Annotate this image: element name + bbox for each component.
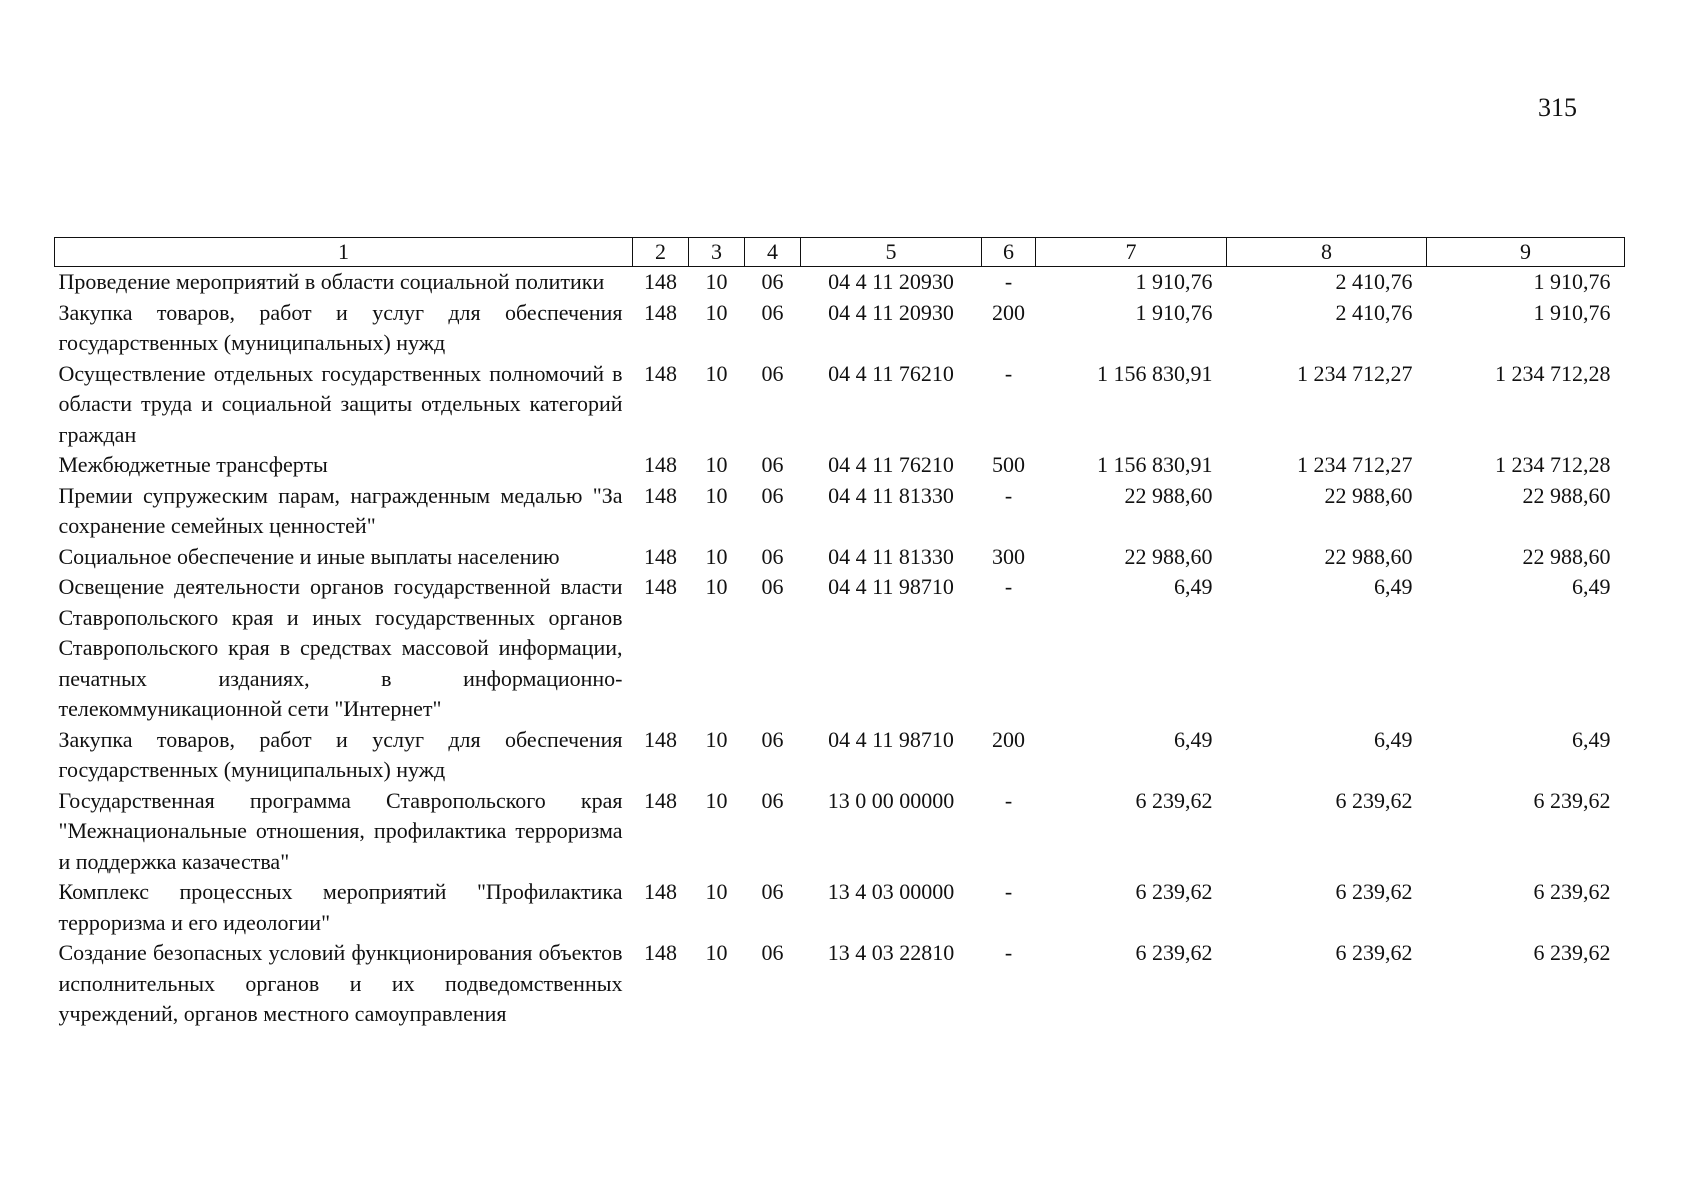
row-cell-7: 6 239,62: [1135, 940, 1213, 965]
row-cell-2: 148: [644, 299, 677, 325]
row-cell-6: -: [1004, 574, 1013, 599]
row-cell-7: 6 239,62: [1135, 787, 1213, 813]
row-cell-5: 04 4 11 98710: [828, 574, 954, 599]
row-cell-6: -: [1004, 787, 1013, 813]
row-cell-8: 2 410,76: [1335, 269, 1413, 294]
row-cell-5: 04 4 11 76210: [828, 452, 954, 477]
row-cell-5: 13 4 03 00000: [827, 879, 955, 904]
row-name-cell: Межбюджетные трансферты: [58, 452, 328, 477]
row-name-cell: Закупка товаров, работ и услуг для обеспечения государственных (муниципальных) нужд: [58, 726, 623, 782]
row-name-cell: Освещение деятельности органов государственной власти Ставропольского края и иных государственных органов Ставропольского края в средствах массовой информации, печатных изданиях, в информационно-телекоммуникационной сети "Интернет": [58, 574, 623, 721]
row-name-cell: Государственная программа Ставропольского края "Межнациональные отношения, профилактика терроризма и поддержка казачества": [58, 787, 623, 874]
row-cell-8: 6 239,62: [1335, 940, 1413, 965]
row-name-cell: Социальное обеспечение и иные выплаты населению: [58, 543, 560, 569]
table-row: [55, 481, 1625, 542]
budget-table: [54, 237, 1625, 1030]
row-cell-9: 22 988,60: [1522, 482, 1611, 508]
table-row: [55, 359, 1625, 451]
row-cell-5: 04 4 11 81330: [828, 543, 954, 569]
table-header: [55, 238, 1625, 267]
row-cell-2: 148: [644, 726, 677, 752]
row-cell-9: 6 239,62: [1533, 879, 1611, 904]
row-cell-5: 13 0 00 00000: [827, 787, 955, 813]
row-cell-5: 04 4 11 76210: [828, 360, 954, 386]
row-cell-5: 04 4 11 20930: [828, 269, 954, 294]
row-cell-9: 1 910,76: [1533, 269, 1611, 294]
row-cell-5: 04 4 11 81330: [828, 482, 954, 508]
header-cell-7: 7: [1036, 238, 1227, 267]
row-cell-6: -: [1004, 940, 1013, 965]
row-cell-9: 6 239,62: [1533, 940, 1611, 965]
row-cell-4: 06: [761, 269, 784, 294]
row-cell-3: 10: [705, 940, 728, 965]
row-cell-3: 10: [705, 787, 728, 813]
row-cell-7: 22 988,60: [1124, 482, 1213, 508]
row-cell-2: 148: [644, 574, 677, 599]
header-cell-1: 1: [55, 238, 633, 267]
row-cell-3: 10: [705, 452, 728, 477]
header-cell-6: 6: [982, 238, 1036, 267]
header-cell-5: 5: [801, 238, 982, 267]
row-cell-4: 06: [761, 360, 784, 386]
row-cell-8: 22 988,60: [1324, 482, 1413, 508]
row-cell-4: 06: [761, 482, 784, 508]
row-cell-9: 6 239,62: [1533, 787, 1611, 813]
row-cell-7: 1 156 830,91: [1097, 360, 1213, 386]
page-number: 315: [1538, 93, 1577, 122]
row-cell-2: 148: [644, 452, 677, 477]
table-row: [55, 450, 1625, 481]
row-cell-4: 06: [761, 452, 784, 477]
row-name-cell: Премии супружеским парам, награжденным медалью "За сохранение семейных ценностей": [58, 482, 623, 538]
row-cell-8: 2 410,76: [1335, 299, 1413, 325]
row-cell-8: 6,49: [1374, 574, 1413, 599]
row-cell-3: 10: [705, 574, 728, 599]
row-cell-6: 500: [992, 452, 1025, 477]
row-name-cell: Осуществление отдельных государственных полномочий в области труда и социальной защиты отдельных категорий граждан: [58, 360, 623, 447]
row-cell-8: 6,49: [1374, 726, 1413, 752]
row-cell-2: 148: [644, 940, 677, 965]
row-cell-7: 22 988,60: [1124, 543, 1213, 569]
row-cell-6: 200: [992, 726, 1025, 752]
table-row: [55, 786, 1625, 878]
row-cell-8: 1 234 712,27: [1297, 360, 1413, 386]
header-cell-8: 8: [1227, 238, 1427, 267]
row-cell-4: 06: [761, 940, 784, 965]
table-row: [55, 877, 1625, 938]
row-cell-3: 10: [705, 299, 728, 325]
row-cell-3: 10: [705, 543, 728, 569]
row-cell-4: 06: [761, 879, 784, 904]
row-cell-9: 1 234 712,28: [1495, 360, 1611, 386]
row-cell-6: 300: [992, 543, 1025, 569]
row-cell-2: 148: [644, 360, 677, 386]
row-cell-4: 06: [761, 726, 784, 752]
row-cell-4: 06: [761, 574, 784, 599]
row-cell-2: 148: [644, 787, 677, 813]
row-cell-4: 06: [761, 299, 784, 325]
row-cell-7: 1 910,76: [1135, 269, 1213, 294]
row-cell-4: 06: [761, 543, 784, 569]
row-cell-5: 13 4 03 22810: [827, 940, 955, 965]
row-cell-8: 6 239,62: [1335, 787, 1413, 813]
row-cell-9: 1 234 712,28: [1495, 452, 1611, 477]
row-cell-3: 10: [705, 269, 728, 294]
header-cell-4: 4: [745, 238, 801, 267]
row-cell-7: 6,49: [1174, 574, 1213, 599]
header-cell-2: 2: [633, 238, 689, 267]
row-cell-2: 148: [644, 482, 677, 508]
row-cell-9: 1 910,76: [1533, 299, 1611, 325]
row-cell-8: 6 239,62: [1335, 879, 1413, 904]
table-row: [55, 298, 1625, 359]
row-cell-3: 10: [705, 726, 728, 752]
row-name-cell: Проведение мероприятий в области социальной политики: [58, 269, 605, 294]
row-cell-8: 1 234 712,27: [1297, 452, 1413, 477]
row-cell-7: 6,49: [1174, 726, 1213, 752]
row-cell-9: 6,49: [1572, 574, 1611, 599]
row-cell-7: 6 239,62: [1135, 879, 1213, 904]
row-cell-4: 06: [761, 787, 784, 813]
row-cell-5: 04 4 11 20930: [828, 299, 954, 325]
row-cell-7: 1 910,76: [1135, 299, 1213, 325]
table-row: [55, 542, 1625, 573]
row-cell-2: 148: [644, 269, 677, 294]
row-cell-6: -: [1004, 482, 1013, 508]
row-cell-3: 10: [705, 482, 728, 508]
row-cell-2: 148: [644, 879, 677, 904]
row-cell-3: 10: [705, 360, 728, 386]
row-name-cell: Комплекс процессных мероприятий "Профилактика терроризма и его идеологии": [58, 879, 623, 935]
table-row: [55, 267, 1625, 298]
table-body: [55, 267, 1625, 1030]
row-cell-6: -: [1004, 879, 1013, 904]
header-cell-9: 9: [1427, 238, 1625, 267]
row-cell-9: 6,49: [1572, 726, 1611, 752]
table-row: [55, 725, 1625, 786]
row-cell-5: 04 4 11 98710: [828, 726, 954, 752]
header-cell-3: 3: [689, 238, 745, 267]
row-cell-7: 1 156 830,91: [1097, 452, 1213, 477]
row-name-cell: Закупка товаров, работ и услуг для обеспечения государственных (муниципальных) нужд: [58, 299, 623, 355]
row-cell-3: 10: [705, 879, 728, 904]
row-cell-6: 200: [992, 299, 1025, 325]
row-cell-6: -: [1004, 269, 1013, 294]
row-name-cell: Создание безопасных условий функционирования объектов исполнительных органов и их подведомственных учреждений, органов местного самоуправления: [58, 940, 623, 1026]
header-row: [55, 238, 1625, 267]
table-row: [55, 938, 1625, 1030]
row-cell-2: 148: [644, 543, 677, 569]
row-cell-6: -: [1004, 360, 1013, 386]
row-cell-8: 22 988,60: [1324, 543, 1413, 569]
table-row: [55, 572, 1625, 725]
row-cell-9: 22 988,60: [1522, 543, 1611, 569]
